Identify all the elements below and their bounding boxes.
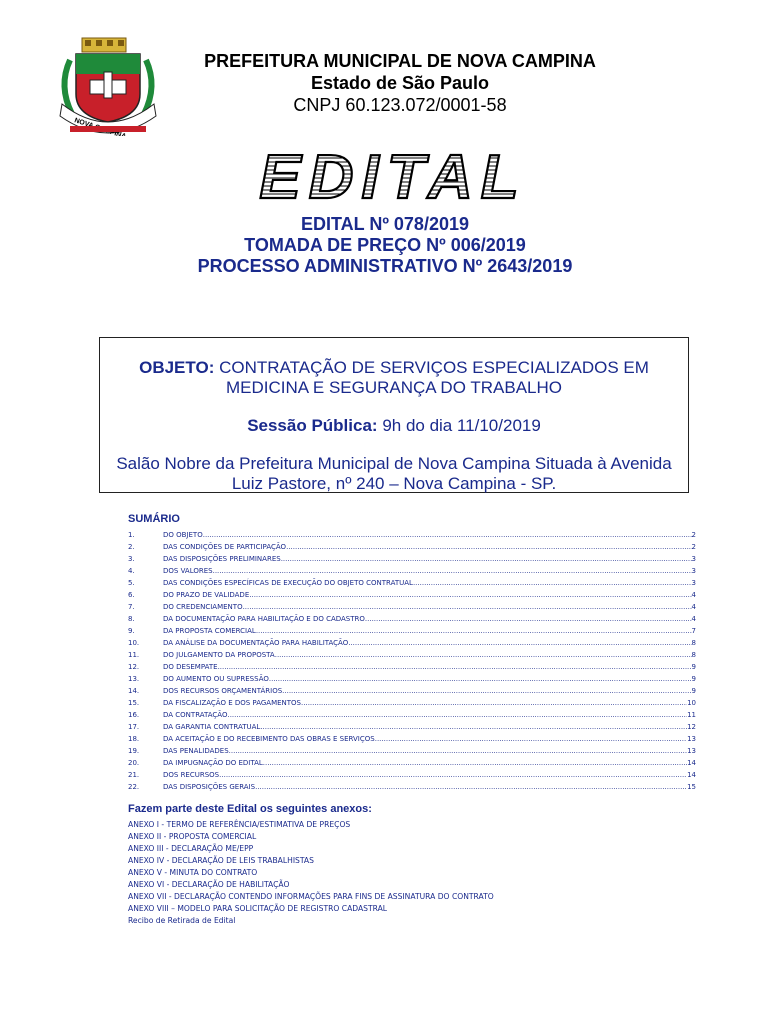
toc-leader-dots (365, 613, 692, 625)
state-name: Estado de São Paulo (310, 73, 490, 93)
toc-item-number: 19. (128, 747, 140, 755)
anexo-item: ANEXO V - MINUTA DO CONTRATO (128, 868, 258, 877)
toc-item-number: 22. (128, 783, 140, 791)
anexo-item: ANEXO IV - DECLARAÇÃO DE LEIS TRABALHISTAS (128, 856, 314, 865)
toc-item-title: DO AUMENTO OU SUPRESSÃO (163, 675, 269, 683)
anexo-item: Recibo de Retirada de Edital (128, 916, 236, 925)
toc-item-page: 10 (687, 699, 696, 707)
toc-item-number: 8. (128, 615, 135, 623)
toc-item-number: 20. (128, 759, 140, 767)
toc-item-title: DAS DISPOSIÇÕES GERAIS (163, 783, 256, 791)
toc-item-number: 15. (128, 699, 140, 707)
toc-item-title: DAS PENALIDADES (163, 747, 229, 755)
toc-leader-dots (213, 565, 692, 577)
toc-leader-dots (275, 649, 692, 661)
toc-item-number: 5. (128, 579, 135, 587)
toc-leader-dots (413, 577, 692, 589)
toc-leader-dots (269, 673, 692, 685)
toc-item-page: 15 (687, 783, 696, 791)
toc-leader-dots (203, 529, 692, 541)
toc-item-title: DO OBJETO (163, 531, 203, 539)
toc-item-title: DA PROPOSTA COMERCIAL (163, 627, 256, 635)
toc-item-title: DA GARANTIA CONTRATUAL (163, 723, 261, 731)
toc-item[interactable] (128, 625, 696, 637)
sessao-text: 9h do dia 11/10/2019 (382, 416, 541, 435)
toc-leader-dots (243, 601, 692, 613)
toc-item-title: DOS VALORES (163, 567, 213, 575)
toc-leader-dots (375, 733, 687, 745)
objeto-line (100, 358, 688, 398)
toc-item-page: 14 (687, 759, 696, 767)
cnpj: CNPJ 60.123.072/0001-58 (293, 95, 507, 115)
toc-item-page: 9 (691, 663, 696, 671)
toc-item-title: DA FISCALIZAÇÃO E DOS PAGAMENTOS (163, 699, 302, 707)
toc-item-number: 6. (128, 591, 135, 599)
toc-leader-dots (286, 541, 691, 553)
toc-item-page: 4 (691, 591, 696, 599)
objeto-text: CONTRATAÇÃO DE SERVIÇOS ESPECIALIZADOS EM MEDICINA E SEGURANÇA DO TRABALHO (219, 358, 649, 397)
edital-number: EDITAL Nº 078/2019 (301, 214, 469, 234)
municipal-crest-logo (52, 36, 164, 136)
toc-item-page: 9 (691, 687, 696, 695)
toc-item-title: DO PRAZO DE VALIDADE (163, 591, 250, 599)
toc-leader-dots (301, 697, 687, 709)
anexo-item: ANEXO VII - DECLARAÇÃO CONTENDO INFORMAÇÕES PARA FINS DE ASSINATURA DO CONTRATO (128, 892, 494, 901)
toc-item-title: DAS CONDIÇÕES ESPECÍFICAS DE EXECUÇÃO DO OBJETO CONTRATUAL (163, 579, 413, 587)
toc-item-page: 14 (687, 771, 696, 779)
toc-item-page: 8 (691, 651, 696, 659)
sessao-label: Sessão Pública: (247, 416, 378, 435)
toc-item-page: 4 (691, 603, 696, 611)
anexo-item: ANEXO III - DECLARAÇÃO ME/EPP (128, 844, 254, 853)
toc-item-title: DOS RECURSOS ORÇAMENTÁRIOS (163, 687, 283, 695)
toc-item-page: 7 (691, 627, 696, 635)
toc-item-number: 7. (128, 603, 135, 611)
toc-leader-dots (281, 553, 692, 565)
toc-item[interactable] (128, 685, 696, 697)
toc-item-title: DA IMPUGNAÇÃO DO EDITAL (163, 759, 263, 767)
toc-item-page: 13 (687, 735, 696, 743)
anexo-item: ANEXO II - PROPOSTA COMERCIAL (128, 832, 257, 841)
toc-leader-dots (256, 625, 692, 637)
toc-item-number: 1. (128, 531, 135, 539)
crown-icon (82, 38, 126, 52)
toc-leader-dots (249, 589, 691, 601)
toc-item[interactable] (128, 673, 696, 685)
toc-leader-dots (219, 769, 687, 781)
toc-item[interactable] (128, 541, 696, 553)
toc-item[interactable] (128, 577, 696, 589)
toc-item[interactable] (128, 769, 696, 781)
toc-item-title: DA ANÁLISE DA DOCUMENTAÇÃO PARA HABILITAÇÃO (163, 639, 349, 647)
toc-item[interactable] (128, 553, 696, 565)
toc-item-title: DO JULGAMENTO DA PROPOSTA (163, 651, 275, 659)
toc-item[interactable] (128, 529, 696, 541)
banner-text: EDITAL (259, 148, 527, 208)
toc-item[interactable] (128, 601, 696, 613)
anexo-item: ANEXO VI - DECLARAÇÃO DE HABILITAÇÃO (128, 880, 290, 889)
toc-item[interactable] (128, 733, 696, 745)
toc-item[interactable] (128, 721, 696, 733)
toc-leader-dots (229, 745, 687, 757)
toc-leader-dots (263, 757, 687, 769)
toc-item-title: DAS DISPOSIÇÕES PRELIMINARES (163, 555, 281, 563)
toc-item[interactable] (128, 697, 696, 709)
toc-item-page: 9 (691, 675, 696, 683)
toc-item-page: 11 (687, 711, 696, 719)
toc-item[interactable] (128, 649, 696, 661)
local-text: Salão Nobre da Prefeitura Municipal de Nova Campina Situada à Avenida Luiz Pastore, nº 240 – Nova Campina - SP. (116, 454, 672, 493)
toc-item[interactable] (128, 781, 696, 793)
toc-item-title: DOS RECURSOS (163, 771, 220, 779)
toc-item-number: 2. (128, 543, 135, 551)
toc-item-number: 18. (128, 735, 140, 743)
objeto-label: OBJETO: (139, 358, 215, 377)
toc-item-number: 17. (128, 723, 140, 731)
toc-item[interactable] (128, 637, 696, 649)
toc-item[interactable] (128, 745, 696, 757)
toc-item-number: 11. (128, 651, 140, 659)
shield-icon (76, 54, 140, 122)
toc-item-title: DA ACEITAÇÃO E DO RECEBIMENTO DAS OBRAS E SERVIÇOS (163, 735, 375, 743)
anexos-list (128, 819, 494, 927)
anexo-item: ANEXO VIII – MODELO PARA SOLICITAÇÃO DE REGISTRO CADASTRAL (128, 904, 388, 913)
toc-item[interactable] (128, 661, 696, 673)
objeto-box (99, 337, 689, 493)
toc-leader-dots (227, 709, 687, 721)
toc-leader-dots (255, 781, 687, 793)
org-name: PREFEITURA MUNICIPAL DE NOVA CAMPINA (204, 51, 596, 71)
toc-item-number: 12. (128, 663, 140, 671)
toc-leader-dots (218, 661, 692, 673)
tomada-preco: TOMADA DE PREÇO Nº 006/2019 (244, 235, 526, 255)
toc-item-number: 16. (128, 711, 140, 719)
toc-item-title: DO CREDENCIAMENTO (163, 603, 243, 611)
toc-leader-dots (260, 721, 687, 733)
toc-leader-dots (348, 637, 691, 649)
toc-item-page: 3 (691, 567, 696, 575)
process-titles (0, 214, 770, 277)
anexo-item: ANEXO I - TERMO DE REFERÊNCIA/ESTIMATIVA DE PREÇOS (128, 820, 351, 829)
toc-item[interactable] (128, 589, 696, 601)
toc-item-title: DA DOCUMENTAÇÃO PARA HABILITAÇÃO E DO CADASTRO (163, 615, 365, 623)
toc-item-number: 9. (128, 627, 135, 635)
toc-item-number: 21. (128, 771, 140, 779)
toc-item-number: 10. (128, 639, 140, 647)
toc-item[interactable] (128, 757, 696, 769)
toc-item[interactable] (128, 709, 696, 721)
edital-banner (148, 148, 638, 208)
header (150, 50, 650, 116)
toc-item-number: 13. (128, 675, 140, 683)
toc-item[interactable] (128, 613, 696, 625)
toc-leader-dots (282, 685, 691, 697)
toc-item-title: DA CONTRATAÇÃO (163, 711, 228, 719)
toc-item-page: 12 (687, 723, 696, 731)
processo-administrativo: PROCESSO ADMINISTRATIVO Nº 2643/2019 (197, 256, 573, 276)
toc-item-title: DO DESEMPATE (163, 663, 218, 671)
sumario-title: SUMÁRIO (128, 513, 180, 525)
toc-item-number: 4. (128, 567, 135, 575)
toc-item-page: 3 (691, 579, 696, 587)
toc-item-title: DAS CONDIÇÕES DE PARTICIPAÇÃO (163, 543, 287, 551)
toc-item-number: 3. (128, 555, 135, 563)
toc-item-page: 2 (691, 531, 696, 539)
toc-item-page: 13 (687, 747, 696, 755)
toc-item-page: 2 (691, 543, 696, 551)
toc-item[interactable] (128, 565, 696, 577)
toc-item-page: 4 (691, 615, 696, 623)
toc-item-page: 3 (691, 555, 696, 563)
anexos-title: Fazem parte deste Edital os seguintes anexos: (128, 803, 372, 815)
toc-item-page: 8 (691, 639, 696, 647)
table-of-contents (128, 529, 696, 793)
sessao-line (100, 416, 688, 436)
toc-item-number: 14. (128, 687, 140, 695)
